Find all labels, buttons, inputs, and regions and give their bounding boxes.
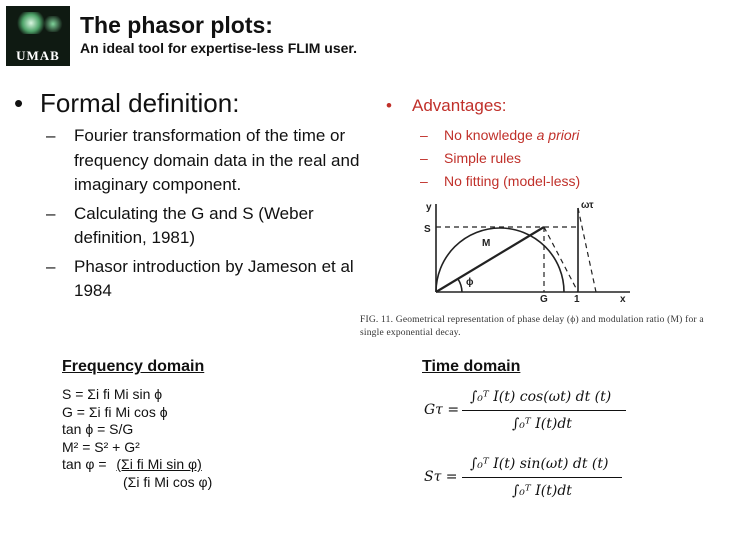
s-fraction-bar [462,477,622,478]
list-item: – Phasor introduction by Jameson et al 1984 [46,256,354,300]
g-tau-numerator: ∫₀ᵀ I(t) cos(ωt) dt (t) [470,389,612,405]
tan-prefix: tan φ = [62,456,111,472]
figure-caption: FIG. 11. Geometrical representation of phase delay (ϕ) and modulation ratio (M) for a single exponential decay. [360,315,704,338]
g-tau-denominator: ∫₀ᵀ I(t)dt [512,416,572,432]
adv-text: No fitting (model-less) [444,173,581,189]
bullet-dot-icon: • [14,88,24,118]
label-m: M [482,238,491,249]
list-item-text: Calculating the G and S (Weber definition, 1981) [74,203,314,247]
tangent-dashed-line [578,208,596,292]
list-item: – No fitting (model-less) [420,173,581,189]
equation-line [62,456,212,474]
tan-numerator: (Σi fi Mi sin φ) [116,456,202,472]
time-domain-heading: Time domain [422,358,521,375]
label-one: 1 [574,294,580,304]
formal-definition-bullet [14,88,239,119]
label-y: y [426,202,432,213]
frequency-equations [62,386,212,491]
list-item: – Fourier transformation of the time or frequency domain data in the real and imaginary component. [46,126,360,194]
g-tau-lhs: Gτ = [424,402,460,418]
list-item-text: Fourier transformation of the time or frequency domain data in the real and imaginary component. [74,126,360,194]
label-phi: ϕ [466,277,474,288]
equation-line: G = Σi fi Mi cos ϕ [62,403,168,420]
logo-text: UMAB [16,48,60,63]
semicircle [436,228,564,292]
umab-logo [6,6,70,66]
slide-title: The phasor plots: [80,12,273,38]
advantages-list [420,124,580,193]
equation-line: tan ϕ = S/G [62,421,134,437]
g-fraction-bar [462,410,626,411]
label-s: S [424,224,431,235]
s-tau-numerator: ∫₀ᵀ I(t) sin(ωt) dt (t) [470,456,609,472]
s-tau-lhs: Sτ = [424,469,458,485]
tangent-dashed-line [544,227,578,292]
equation-line: S = Σi fi Mi sin ϕ [62,386,163,402]
s-tau-denominator: ∫₀ᵀ I(t)dt [512,483,572,499]
advantages-bullet [386,96,507,116]
frequency-domain-heading: Frequency domain [62,358,205,375]
label-x: x [620,294,626,304]
adv-emphasis: a priori [536,127,580,143]
tan-denominator: (Σi fi Mi cos φ) [123,473,213,490]
list-item-text: Phasor introduction by Jameson et al 1984 [74,256,354,300]
label-g: G [540,294,548,304]
adv-text: No knowledge [444,127,537,143]
slide-subtitle: An ideal tool for expertise-less FLIM user. [80,40,357,56]
phasor-diagram [420,196,646,304]
phi-arc [458,279,462,292]
equation-line: M² = S² + G² [62,438,140,455]
label-omega-tau: ωτ [581,200,594,211]
formal-definition-label: Formal definition: [40,88,240,118]
list-item: – Calculating the G and S (Weber definition, 1981) [46,203,314,247]
list-item: – No knowledge a priori [420,127,580,143]
adv-text: Simple rules [444,150,522,166]
list-item: – Simple rules [420,150,522,166]
advantages-label: Advantages: [412,96,507,115]
phasor-vector-m [436,227,544,292]
bullet-dot-icon: • [386,96,392,115]
definition-list [46,124,366,308]
